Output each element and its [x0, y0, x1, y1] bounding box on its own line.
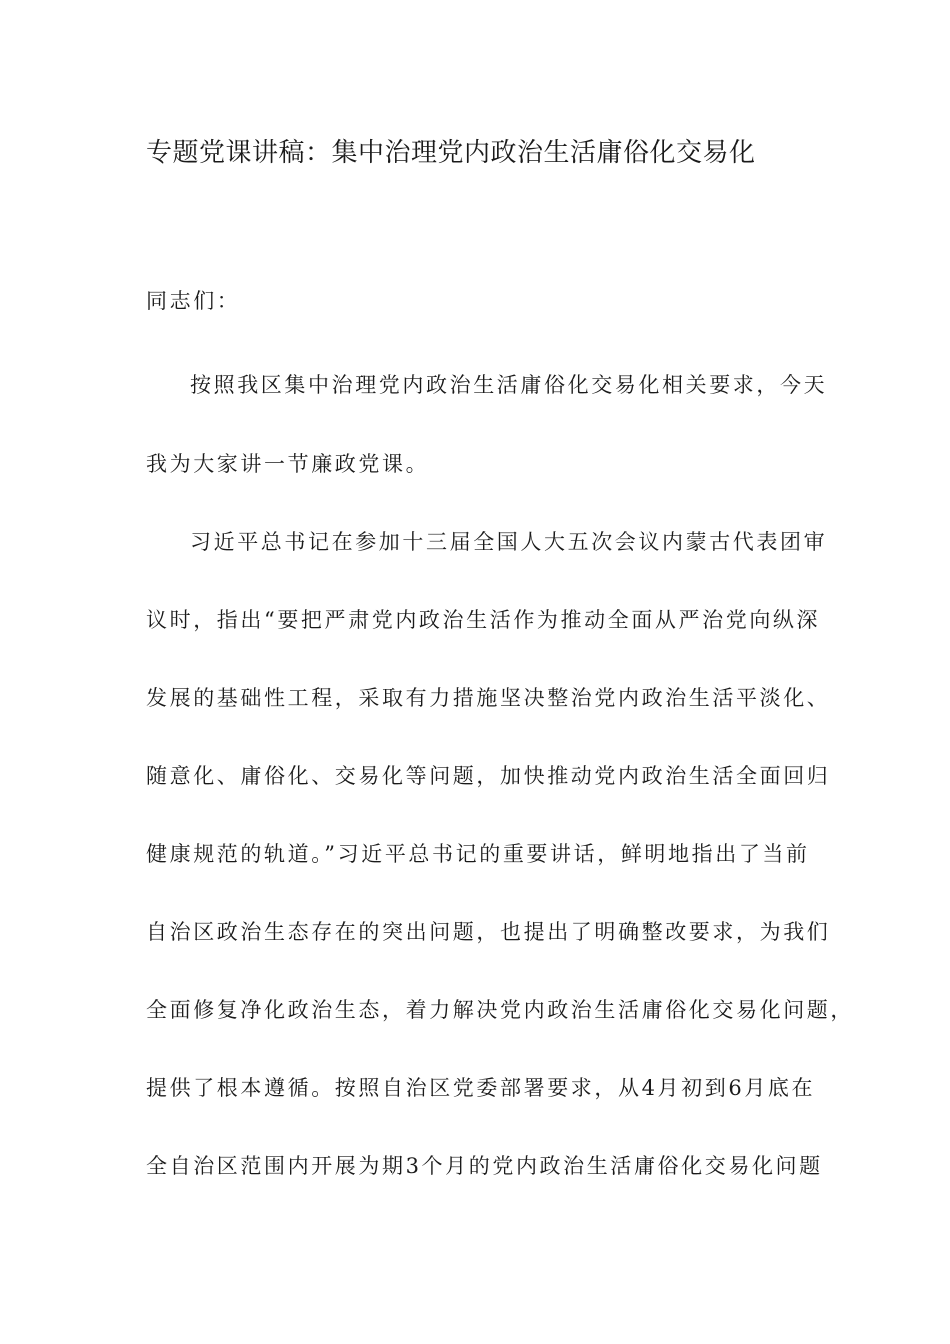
paragraph-line: 提供了根本遵循。按照自治区党委部署要求，从4月初到6月底在 [146, 1076, 816, 1100]
document-title: 专题党课讲稿：集中治理党内政治生活庸俗化交易化 [146, 138, 756, 168]
paragraph-line: 全自治区范围内开展为期3个月的党内政治生活庸俗化交易化问题 [146, 1154, 823, 1178]
paragraph-line: 习近平总书记在参加十三届全国人大五次会议内蒙古代表团审 [190, 530, 828, 554]
paragraph-line: 按照我区集中治理党内政治生活庸俗化交易化相关要求，今天 [190, 373, 828, 397]
paragraph-line: 随意化、庸俗化、交易化等问题，加快推动党内政治生活全面回归 [146, 764, 831, 788]
paragraph-line: 我为大家讲一节廉政党课。 [146, 452, 430, 476]
salutation: 同志们： [146, 289, 241, 313]
paragraph-line: 健康规范的轨道。”习近平总书记的重要讲话，鲜明地指出了当前 [146, 842, 810, 866]
paragraph-line: 自治区政治生态存在的突出问题，也提出了明确整改要求，为我们 [146, 920, 831, 944]
paragraph-line: 全面修复净化政治生态，着力解决党内政治生活庸俗化交易化问题， [146, 998, 854, 1022]
paragraph-line: 议时，指出“要把严肃党内政治生活作为推动全面从严治党向纵深 [146, 608, 821, 632]
paragraph-line: 发展的基础性工程，采取有力措施坚决整治党内政治生活平淡化、 [146, 686, 831, 710]
